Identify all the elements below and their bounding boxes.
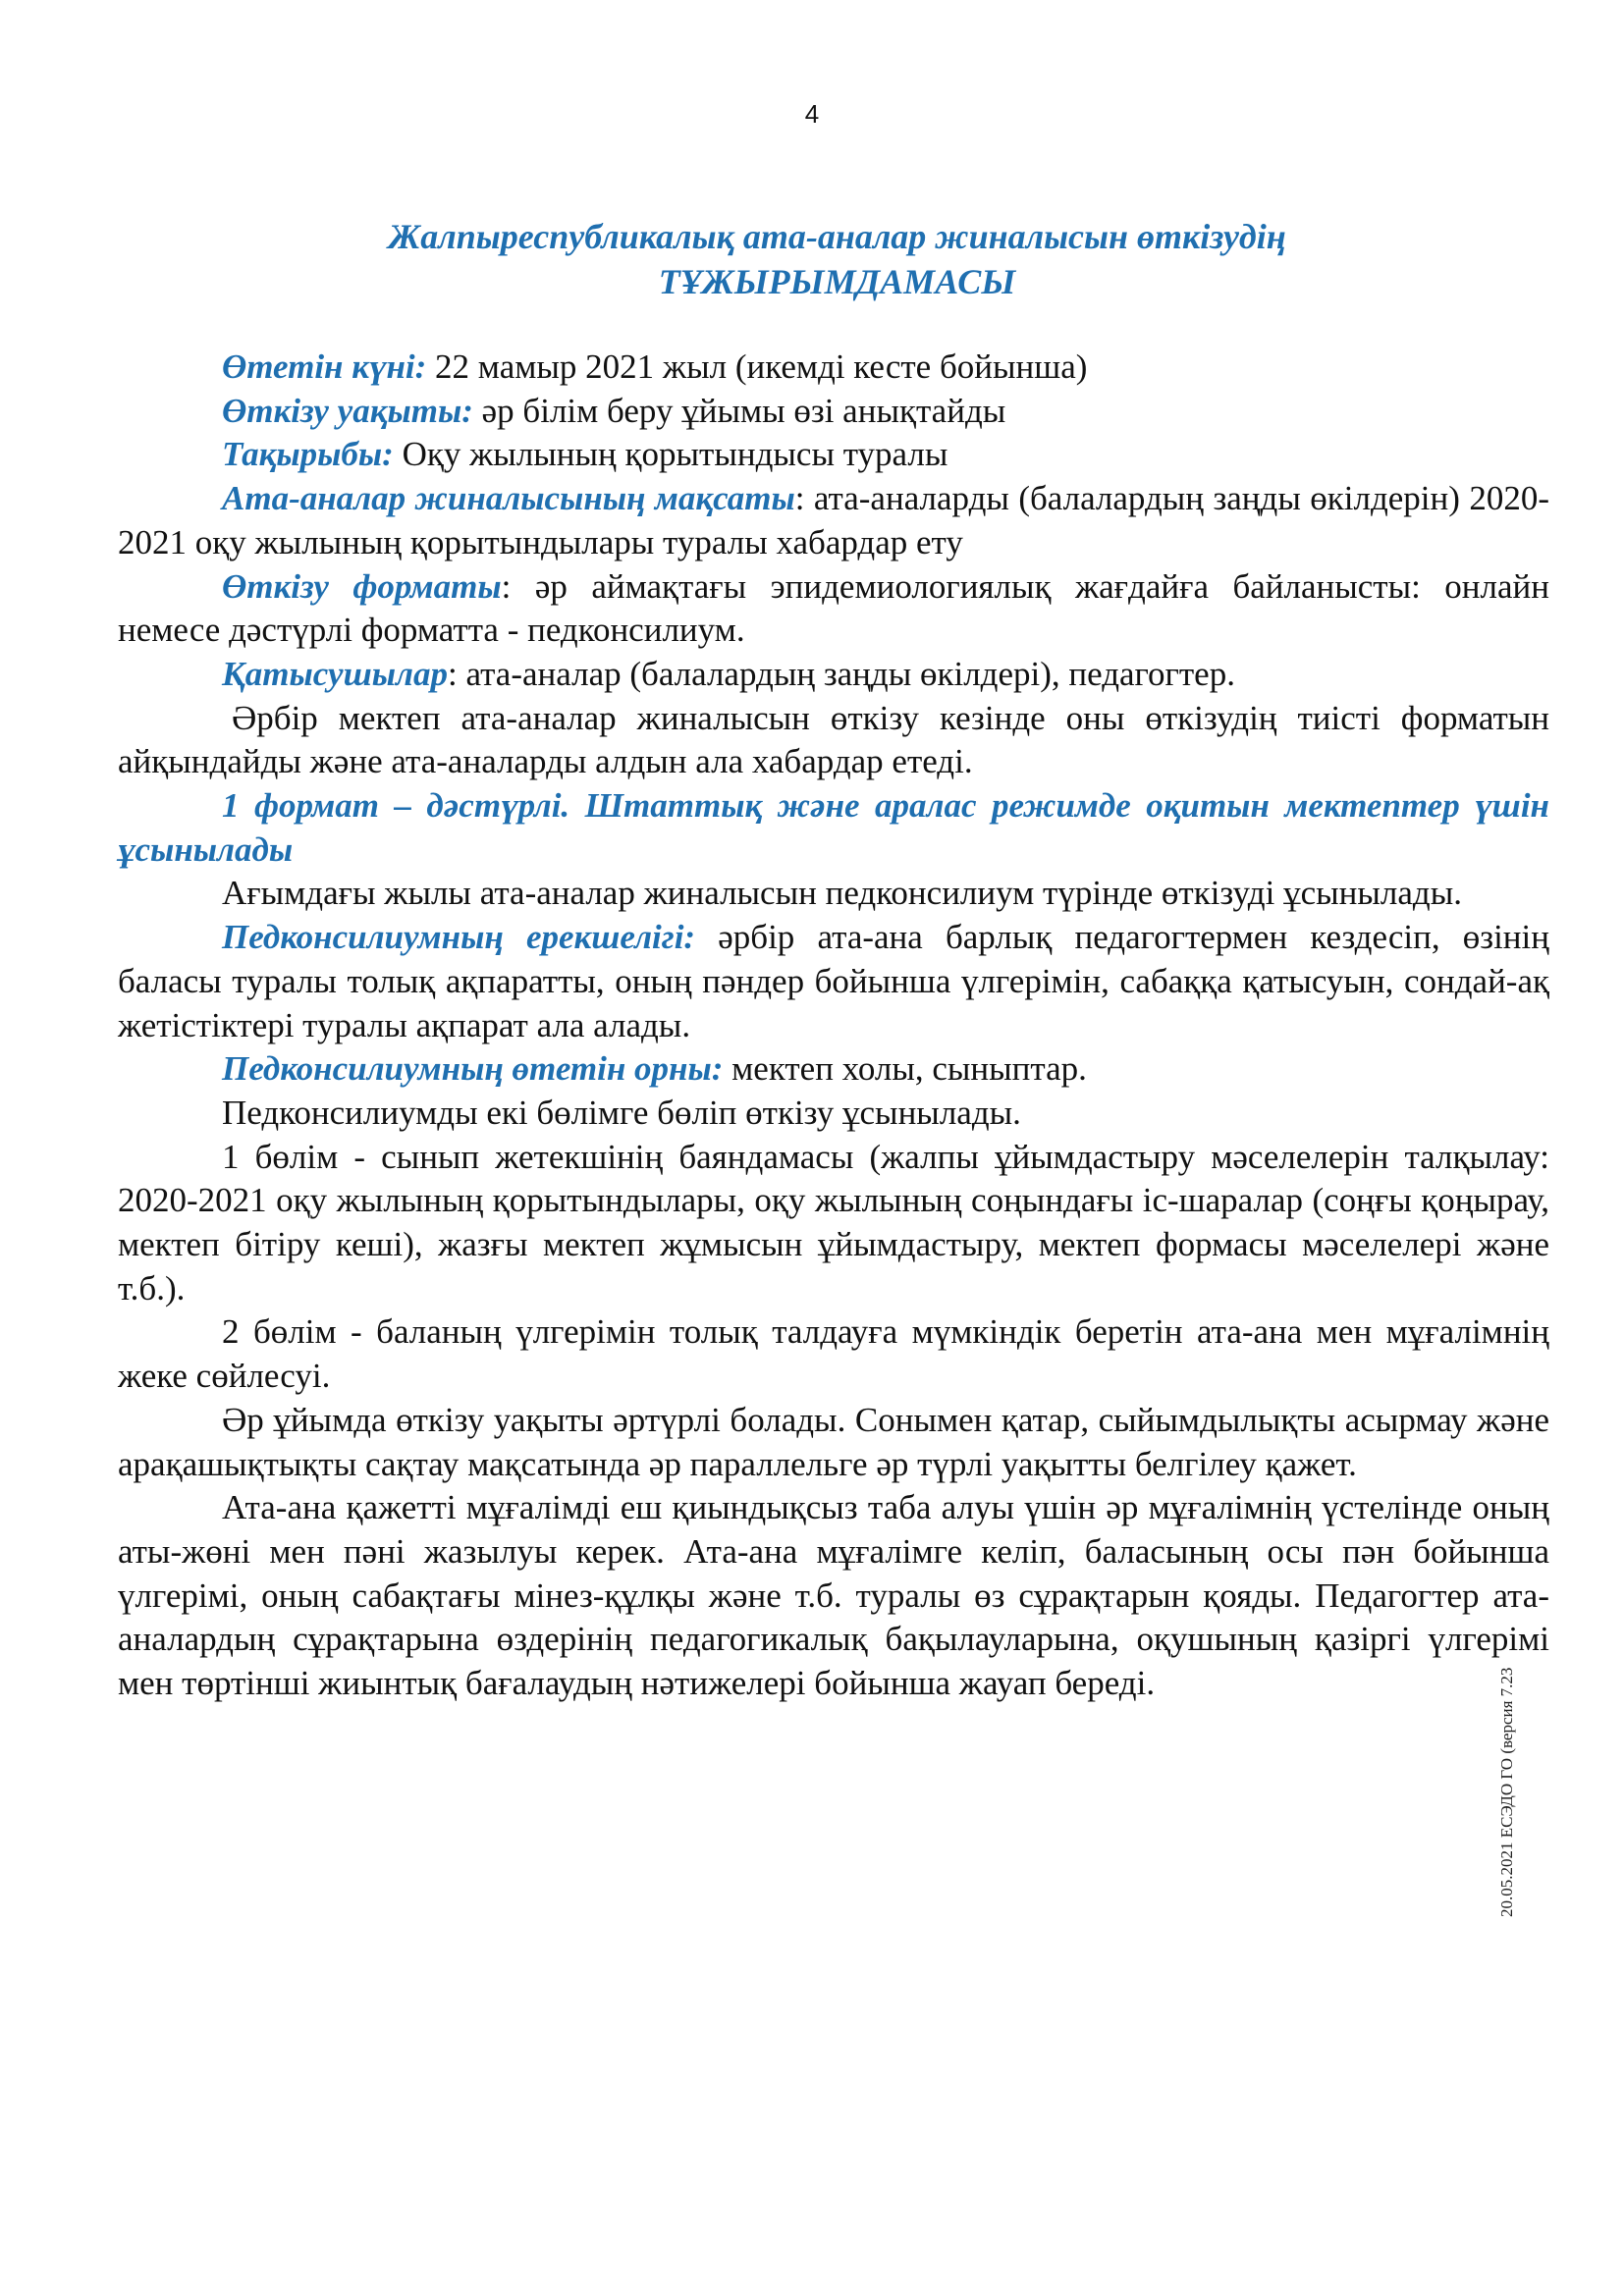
field-label: Ата-аналар жиналысының мақсаты bbox=[222, 479, 795, 518]
paragraph-part-2: 2 бөлім - баланың үлгерімін толық талдауға мүмкіндік беретін ата-ана мен мұғалімнің жеке сөйлесуі. bbox=[118, 1312, 1549, 1396]
format-heading: 1 формат – дәстүрлі. Штаттық және аралас режимде оқитын мектептер үшін ұсынылады bbox=[118, 786, 1549, 869]
feature-label: Педконсилиумның ерекшелігі: bbox=[222, 918, 696, 957]
field-label: Өтетін күні: bbox=[222, 347, 427, 386]
paragraph-feature bbox=[118, 916, 1549, 1047]
field-time bbox=[118, 390, 1549, 434]
paragraph-current-year: Ағымдағы жылы ата-аналар жиналысын педконсилиум түрінде өткізуді ұсынылады. bbox=[222, 874, 1462, 913]
field-value: Оқу жылының қорытындысы туралы bbox=[393, 435, 948, 474]
paragraph-part-1: 1 бөлім - сынып жетекшінің баяндамасы (жалпы ұйымдастыру мәселелерін талқылау: 2020-2021 оқу жылының қорытындылары, оқу жылының соңындағы іс-шаралар (соңғы қоңырау, мектеп бітіру кеші), жазғы мектеп жұмысын ұйымдастыру, мектеп формасы мәселелері және т.б.). bbox=[118, 1137, 1549, 1308]
page-number: 4 bbox=[804, 99, 820, 129]
document-title bbox=[118, 214, 1556, 304]
feature-value: әрбір ата-ана барлық педагогтермен кездесіп, өзінің баласы туралы толық ақпаратты, оның пәндер бойынша үлгерімін, сабаққа қатысуын, сондай-ақ жетістіктері туралы ақпарат ала алады. bbox=[118, 918, 1549, 1044]
field-goal bbox=[118, 477, 1549, 564]
paragraph-each-school: Әрбір мектеп ата-аналар жиналысын өткізу кезінде оны өткізудің тиісті форматын айқындайды және ата-аналарды алдын ала хабардар етеді. bbox=[118, 698, 1549, 781]
document-body bbox=[118, 346, 1549, 1706]
paragraph-parent: Ата-ана қажетті мұғалімді еш қиындықсыз таба алуы үшін әр мұғалімнің үстелінде оның аты-жөні мен пәні жазылуы керек. Ата-ана мұғалімге келіп, баласының осы пән бойынша үлгерімі, оның сабақтағы мінез-құлқы және т.б. туралы өз сұрақтарын қояды. Педагогтер ата-аналардың сұрақтарына өздерінің педагогикалық бақылауларына, оқушының қазіргі үлгерімі мен төртінші жиынтық бағалаудың нәтижелері бойынша жауап береді. bbox=[118, 1488, 1549, 1703]
field-value: : ата-аналарды (балалардың заңды өкілдерін) 2020-2021 оқу жылының қорытындылары туралы хабардар ету bbox=[118, 479, 1549, 561]
location-value: мектеп холы, сыныптар. bbox=[723, 1049, 1087, 1089]
field-value: әр білім беру ұйымы өзі анықтайды bbox=[472, 391, 1006, 430]
paragraph-two-parts: Педконсилиумды екі бөлімге бөліп өткізу ұсынылады. bbox=[222, 1093, 1021, 1132]
field-format bbox=[118, 565, 1549, 653]
field-participants bbox=[118, 653, 1549, 697]
field-value: : әр аймақтағы эпидемиологиялық жағдайға байланысты: онлайн немесе дәстүрлі форматта - педконсилиум. bbox=[118, 566, 1549, 650]
field-date bbox=[118, 346, 1549, 390]
field-value: : ата-аналар (балалардың заңды өкілдері), педагогтер. bbox=[447, 654, 1235, 693]
field-label: Өткізу форматы bbox=[222, 566, 502, 606]
field-label: Қатысушылар bbox=[222, 654, 448, 693]
title-line-2: ТҰЖЫРЫМДАМАСЫ bbox=[658, 262, 1016, 301]
field-label: Өткізу уақыты: bbox=[222, 391, 473, 430]
paragraph-location bbox=[118, 1047, 1549, 1092]
field-topic bbox=[118, 433, 1549, 477]
document-registration-stamp: 20.05.2021 ЕСЭДО ГО (версия 7.23 bbox=[1497, 1667, 1516, 1917]
paragraph-time: Әр ұйымда өткізу уақыты әртүрлі болады. Сонымен қатар, сыйымдылықты асырмау және арақашықтықты сақтау мақсатында әр параллельге әр түрлі уақытты белгілеу қажет. bbox=[118, 1400, 1549, 1483]
field-label: Тақырыбы: bbox=[222, 435, 394, 474]
field-value: 22 мамыр 2021 жыл (икемді кесте бойынша) bbox=[426, 347, 1088, 386]
location-label: Педконсилиумның өтетін орны: bbox=[222, 1049, 724, 1089]
title-line-1: Жалпыреспубликалық ата-аналар жиналысын өткізудің bbox=[388, 217, 1286, 256]
